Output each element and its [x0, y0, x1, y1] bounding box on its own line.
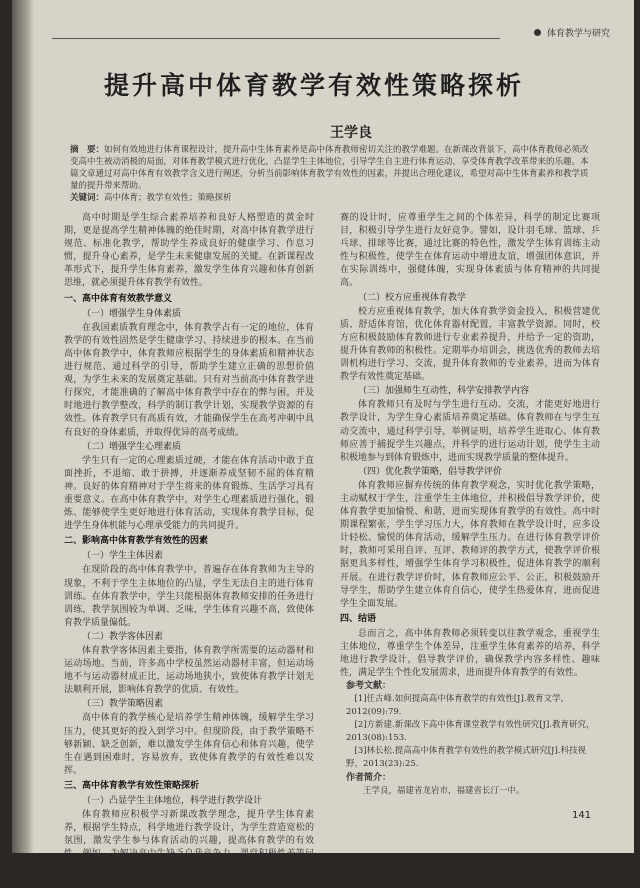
- page-number: 141: [572, 810, 592, 821]
- body-paragraph: 在现阶段的高中体育教学中，普遍存在体育教师为主导的现象，不利于学生主体地位的凸显，学生无法自主的进行体育训练。在体育教学中，学生只能根据体育教师安排的任务进行训练，教学氛围较为单调、乏味，学生体育兴趣不高，致使体育教学质量偏低。: [64, 565, 314, 628]
- references-heading: 参考文献：: [346, 681, 392, 691]
- header-rule: [52, 38, 500, 39]
- section-heading: 一、高中体育有效教学意义: [64, 293, 173, 304]
- section-heading: 三、高中体育教学有效性策略探析: [64, 780, 200, 791]
- body-paragraph: 学生只有一定的心理素质过硬，才能在体育活动中敢于直面挫折，不退缩、敢于拼搏，并逐渐养成坚韧不屈的体育精神。良好的体育精神对于学生将来的体育锻炼、生活学习具有重要意义。在高中体育教学中，对学生心理素质进行强化，锻炼、能够使学生更好地进行体育活动，实现体育教学目标，促进学生身体机能与心理承受能力的共同提升。: [64, 455, 314, 532]
- reference-item: [1]任古峰.如何提高高中体育教学的有效性[J].教育文学，2012(09):79.: [346, 694, 569, 717]
- author-info-heading: 作者简介：: [346, 773, 392, 783]
- body-paragraph: 高中时期是学生综合素养培养和良好人格塑造的黄金时期，更是提高学生精神体魄的绝佳时期，对高中体育教学进行规范、标准化教学，帮助学生养成良好的健康学习、作息习惯，提升身心素养，是学生未来健康发展的关键。在新课程改革形式下，提升学生体育素养，激发学生体育兴趣和体育创新思维，就必须提升体育教学有效性。: [64, 213, 314, 289]
- subsection-heading: （二）教学客体因素: [82, 631, 164, 642]
- subsection-heading: （一）凸显学生主体地位，科学进行教学设计: [82, 796, 263, 807]
- subsection-heading: （一）学生主体因素: [82, 551, 164, 562]
- body-paragraph: 高中体育的教学核心是培养学生精神体魄，缓解学生学习压力，使其更好的投入到学习中。但现阶段，由于教学策略不够新颖、缺乏创新，难以激发学生体育信心和体育兴趣，使学生在遇到困难时，容易放弃，致使体育教学的有效性难以发挥。: [64, 713, 314, 776]
- article-author: 王学良: [330, 125, 372, 141]
- subsection-heading: （二）校方应重视体育教学: [358, 292, 467, 303]
- subsection-heading: （四）优化教学策略，倡导教学评价: [358, 466, 503, 477]
- journal-page: [12, 0, 634, 886]
- body-paragraph: 在我国素质教育理念中，体育教学占有一定的地位，体育教学的有效性固然是学生健康学习、持续进步的根本。在当前高中体育教学中，体育教师应根据学生的身体素质和精神状态进行规范、通过科学的引导，帮助学生建立正确的思想价值观，为学生未来的发展奠定基础。只有对当前高中体育教学进行探究，才能准确的了解高中体育教学中存在的弊与困，并及时地进行教学整改，科学的制订教学计划，实现教学资源的有效性。体育教学只有高质有效，才能确保学生在高考冲刺中具有良好的身体素质，并取得优异的高考成绩。: [64, 322, 314, 438]
- abstract-text: 如何有效地进行体育课程设计，提升高中生体育素养是高中体育教师密切关注的教学难题。在新课改背景下，高中体育教师必须改变高中生被动消极的局面，对体育教学模式进行优化，凸显学生主体地位，引导学生自主进行体育运动，享受体育教学改革带来的乐趣。本篇文章通过对高中体育有效教学含义进行阐述，分析当前影响体育教学有效性的因素，并提出合理化建议，希望对高中生体育素养和教学质量的提升带来帮助。: [70, 145, 589, 191]
- reference-item: [3]林长松.提高高中体育教学有效性的教学模式研究[J].科技视野，2013(23):25.: [346, 746, 586, 769]
- subsection-heading: （三）教学策略因素: [82, 699, 164, 710]
- page-spine-shadow: [12, 0, 34, 853]
- subsection-heading: （二）增强学生心理素质: [82, 441, 182, 452]
- body-paragraph: 总而言之，高中体育教师必须转变以往教学观念，重视学生主体地位，尊重学生个体差异，注重学生体育素养的培养，科学地进行教学设计，倡导教学评价，确保教学内容多样性、趣味性，满足学生个性化发展需求，进而提升体育教学的有效性。: [340, 628, 600, 679]
- author-info-text: 王学良，福建省龙岩市，福建省长汀一中。: [363, 786, 525, 796]
- right-column: [340, 212, 600, 679]
- body-paragraph: 体育教师应摒弃传统的体育教学观念，实时优化教学策略，主动赋权于学生，注重学生主体地位，并积极倡导教学评价，使体育教学更加愉悦、和谐，进而实现体育教学的有效性。高中时期课程繁张，学生学习压力大，体育教师在教学设计时，应多设计轻松、愉悦的体育活动，缓解学生压力。在进行体育教学评价时，教师可采用自评、互评、教师评的教学方式，使教学评价根据更具多样性，增强学生体育学习积极性，促进体育教学的顺利开展。在进行教学评价时，体育教师应公平、公正，积极鼓励开导学生，帮助学生建立体育自信心，使学生热爱体育，进而促进学生全面发展。: [340, 480, 600, 609]
- body-paragraph: 校方应重视体育教学，加大体育教学资金投入，积极营建优质、舒适体育馆，优化体育器材配置，丰富教学资源。同时，校方应积极鼓励体育教师进行专业素养提升，并给予一定的资助，提升体育教师的积极性。定期举办培训会，挑选优秀的教师去培训机构进行学习、交流，提升体育教师的专业素养，进而为体育教学有效性奠定基础。: [340, 306, 600, 383]
- abstract-label: 摘 要：: [70, 145, 105, 155]
- keywords-text: 高中体育；教学有效性；策略探析: [104, 193, 232, 203]
- section-heading: 二、影响高中体育教学有效性的因素: [64, 536, 209, 547]
- keywords-label: 关键词：: [70, 193, 105, 203]
- abstract-block: [70, 144, 590, 204]
- subsection-heading: （三）加强师生互动性，科学安排教学内容: [358, 386, 530, 397]
- article-title: 提升高中体育教学有效性策略探析: [104, 71, 525, 100]
- running-header: [534, 26, 610, 39]
- body-paragraph: 体育教师只有及时与学生进行互动、交流，才能更好地进行教学设计，为学生身心素质培养奠定基础。体育教师在与学生互动交流中，通过科学引导，举例证明，培养学生进取心。体育教师应善于捕捉学生兴趣点，并科学的进行运动计划，使学生主动积极地参与到体育锻炼中，进而实现教学质量的整体提升。: [340, 400, 600, 463]
- reference-item: [2]方新建.新课改下高中体育课堂教学有效性研究[J].教育研究，2013(08):153.: [346, 720, 595, 743]
- section-heading: 四、结语: [340, 613, 377, 624]
- subsection-heading: （一）增强学生身体素质: [82, 308, 182, 319]
- body-paragraph: 体育教师应积极学习新课改教学理念，提升学生体育素养，根据学生特点，科学地进行教学设计，为学生营造宽松的氛围，激发学生参与体育活动的兴趣，提高体育教学的有效性。例如，为解决高中生缺乏自我竞争力，课堂积极性差等问题，体育教师可设置体育竞赛，使学生在体育竞赛中，逐渐提升良性竞争力。体育教师在进行体育竞: [64, 810, 314, 886]
- bullet-icon: [534, 29, 541, 36]
- author-info-block: [346, 772, 601, 798]
- section-name: 体育教学与研究: [546, 29, 610, 39]
- body-paragraph: 体育教学客体因素主要指，体育教学所需要的运动器材和运动场地。当前，许多高中学校虽然运动器材丰富，但运动场地不与运动器材成正比，运动场地狭小，致使体育教学计划无法顺利开展，影响体育教学的优质、有效性。: [64, 646, 314, 696]
- body-paragraph: 赛的设计时，应尊重学生之间的个体差异，科学的制定比赛项目，积极引导学生进行友好竞争。譬如，设计羽毛球、篮球、乒乓球、排球等比赛，通过比赛的特色性，激发学生体育训练主动性与积极性，使学生在体育运动中增进友谊，增强团体意识，并在实际训练中，强健体魄，实现身体素质与体育精神的共同提高。: [340, 213, 600, 289]
- references-block: [346, 680, 601, 771]
- left-column: [64, 212, 314, 886]
